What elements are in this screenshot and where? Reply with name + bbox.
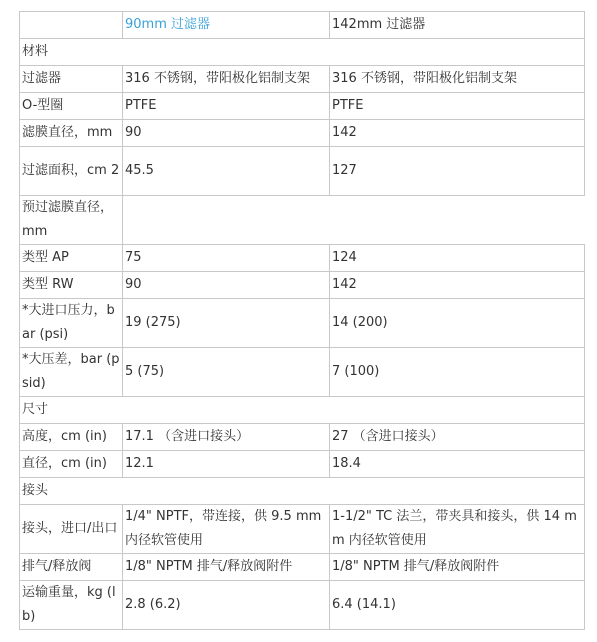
value-90mm: PTFE <box>123 93 330 120</box>
value-90mm: 75 <box>123 245 330 272</box>
row-label: 过滤面积，cm 2 <box>20 147 123 196</box>
value-142mm: 142 <box>330 272 585 299</box>
value-90mm: 1/8" NPTM 排气/释放阀附件 <box>123 554 330 581</box>
row-label: 高度，cm (in) <box>20 424 123 451</box>
table-row <box>20 120 585 147</box>
value-90mm: 19 (275) <box>123 299 330 348</box>
table-row <box>20 245 585 272</box>
table-row <box>20 299 585 348</box>
row-label: *大压差，bar (psid) <box>20 348 123 397</box>
section-label: 接头 <box>20 478 585 505</box>
value-142mm: 124 <box>330 245 585 272</box>
table-row <box>20 554 585 581</box>
value-90mm: 45.5 <box>123 147 330 196</box>
value-90mm: 90 <box>123 120 330 147</box>
header-90mm: 90mm 过滤器 <box>123 12 330 39</box>
table-row <box>20 581 585 630</box>
section-row-material <box>20 39 585 66</box>
row-label: 过滤器 <box>20 66 123 93</box>
table-row <box>20 348 585 397</box>
value-142mm: 27 （含进口接头） <box>330 424 585 451</box>
row-label: 直径，cm (in) <box>20 451 123 478</box>
value-90mm: 2.8 (6.2) <box>123 581 330 630</box>
empty-cell <box>123 196 585 245</box>
row-label: 运输重量，kg (lb) <box>20 581 123 630</box>
section-label: 材料 <box>20 39 585 66</box>
table-row <box>20 147 585 196</box>
value-90mm: 5 (75) <box>123 348 330 397</box>
table-row <box>20 66 585 93</box>
row-label: 接头，进口/出口 <box>20 505 123 554</box>
row-label: 滤膜直径，mm <box>20 120 123 147</box>
value-142mm: 7 (100) <box>330 348 585 397</box>
row-label: 预过滤膜直径，mm <box>20 196 123 245</box>
value-90mm: 1/4" NPTF，带连接，供 9.5 mm 内径软管使用 <box>123 505 330 554</box>
row-label: *大进口压力，bar (psi) <box>20 299 123 348</box>
value-142mm: 1/8" NPTM 排气/释放阀附件 <box>330 554 585 581</box>
row-label: 类型 RW <box>20 272 123 299</box>
value-142mm: 6.4 (14.1) <box>330 581 585 630</box>
value-142mm: 142 <box>330 120 585 147</box>
table-row <box>20 424 585 451</box>
value-90mm: 12.1 <box>123 451 330 478</box>
table-row <box>20 93 585 120</box>
value-90mm: 316 不锈钢，带阳极化铝制支架 <box>123 66 330 93</box>
value-142mm: 127 <box>330 147 585 196</box>
value-90mm: 17.1 （含进口接头） <box>123 424 330 451</box>
table-row <box>20 505 585 554</box>
value-142mm: 316 不锈钢，带阳极化铝制支架 <box>330 66 585 93</box>
row-label: 类型 AP <box>20 245 123 272</box>
table-row <box>20 272 585 299</box>
section-label: 尺寸 <box>20 397 585 424</box>
row-label: O-型圈 <box>20 93 123 120</box>
header-empty-cell <box>20 12 123 39</box>
header-row <box>20 12 585 39</box>
row-label: 排气/释放阀 <box>20 554 123 581</box>
value-142mm: 14 (200) <box>330 299 585 348</box>
table-row <box>20 196 585 245</box>
value-142mm: PTFE <box>330 93 585 120</box>
spec-table <box>19 11 585 630</box>
value-142mm: 18.4 <box>330 451 585 478</box>
value-142mm: 1-1/2" TC 法兰，带夹具和接头，供 14 mm 内径软管使用 <box>330 505 585 554</box>
table-row <box>20 451 585 478</box>
value-90mm: 90 <box>123 272 330 299</box>
section-row-dimensions <box>20 397 585 424</box>
section-row-connections <box>20 478 585 505</box>
header-142mm: 142mm 过滤器 <box>330 12 585 39</box>
